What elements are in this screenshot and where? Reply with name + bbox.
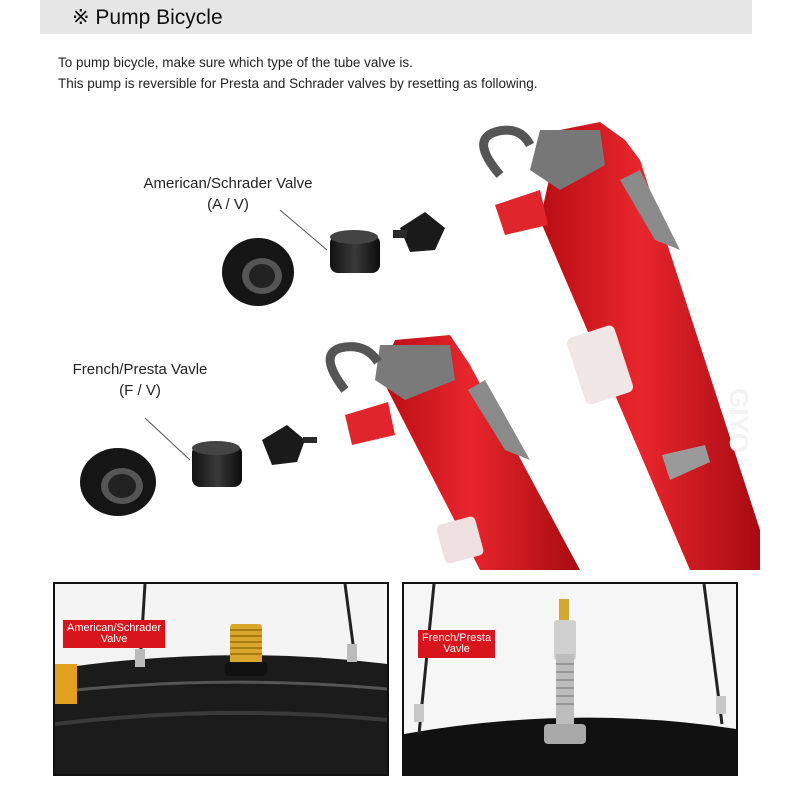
presta-photo	[402, 582, 738, 776]
intro-line-1: To pump bicycle, make sure which type of the tube valve is.	[58, 55, 413, 70]
schrader-photo	[53, 582, 389, 776]
brand-text: GIYO	[724, 388, 754, 454]
presta-pointer	[145, 418, 190, 460]
presta-photo-tag-line1: French/Presta	[422, 632, 492, 644]
presta-parts	[80, 425, 317, 516]
schrader-photo-tag-line2: Valve	[100, 633, 128, 645]
schrader-photo-tag-line1: American/Schrader	[67, 622, 162, 634]
presta-label	[30, 361, 250, 399]
schrader-label-name: American/Schrader Valve	[143, 175, 313, 192]
schrader-photo-tag	[63, 620, 165, 648]
schrader-photo-illustration	[55, 584, 387, 774]
schrader-label-code: (A / V)	[207, 196, 249, 213]
presta-label-name: French/Presta Vavle	[72, 361, 208, 378]
section-title: ※ Pump Bicycle	[72, 6, 223, 29]
schrader-label	[108, 175, 348, 213]
presta-label-code: (F / V)	[119, 382, 161, 399]
schrader-parts	[222, 212, 445, 306]
presta-photo-tag-line2: Vavle	[443, 643, 470, 655]
pump-diagram	[0, 100, 790, 570]
schrader-pointer	[280, 210, 327, 250]
presta-photo-illustration	[404, 584, 736, 774]
pump-small	[330, 335, 580, 570]
intro-line-2: This pump is reversible for Presta and Schrader valves by resetting as following.	[58, 76, 538, 91]
presta-photo-tag	[418, 630, 495, 658]
intro-text	[58, 52, 537, 94]
section-header	[40, 0, 752, 34]
